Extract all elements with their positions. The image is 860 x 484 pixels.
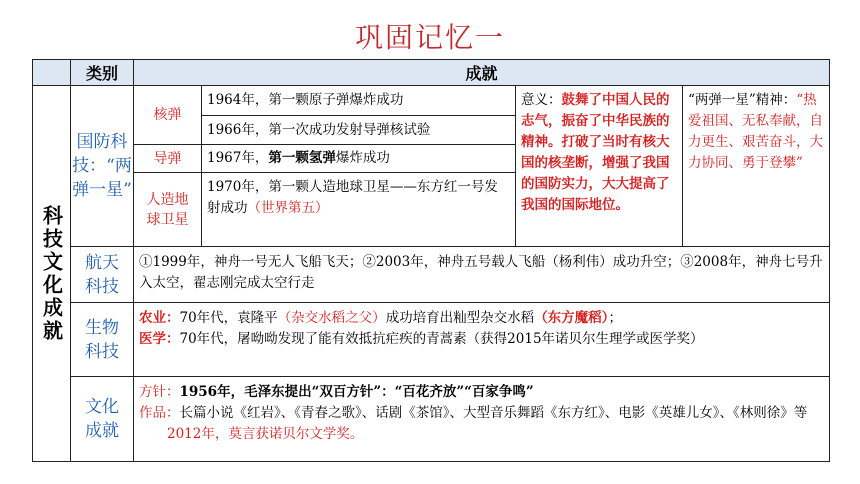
header-achievement: 成就	[133, 59, 830, 86]
satellite-row: 1970年，第一颗人造地球卫星——东方红一号发射成功（世界第五）	[201, 172, 516, 247]
header-category: 类别	[70, 59, 134, 86]
nuclear-row-2: 1966年，第一次成功发射导弹核试验	[201, 115, 516, 145]
policy-line: 方针：1956年，毛泽东提出“双百方针”：“百花齐放”“百家争鸣”	[139, 384, 534, 400]
spirit-cell: “两弹一星”精神：“热爱祖国、无私奉献，自力更生、艰苦奋斗，大力协同、勇于登攀”	[682, 85, 830, 247]
bio-label: 生物科技	[70, 302, 134, 377]
space-text: ①1999年，神舟一号无人飞船飞天；②2003年，神舟五号载人飞船（杨利伟）成功升空；③2008年，神舟七号升入太空，翟志刚完成太空行走	[133, 246, 830, 303]
med-line: 医学：70年代，屠呦呦发现了能有效抵抗疟疾的青蒿素（获得2015年诺贝尔生理学或医学奖）	[139, 331, 704, 347]
significance-cell: 意义：鼓舞了中国人民的志气，振奋了中华民族的精神。打破了当时有核大国的核垄断，增强了我国的国防实力，大大提高了我国的国际地位。	[515, 85, 683, 247]
defense-label: 国防科技：“两弹一星”	[70, 85, 134, 247]
works-line: 作品：长篇小说《红岩》、《青春之歌》、话剧《茶馆》、大型音乐舞蹈《东方红》、电影《英雄儿女》、《林则徐》等 2012年，莫言获诺贝尔文学奖。	[139, 405, 808, 442]
side-label: 科技文化成就	[32, 85, 71, 462]
space-label: 航天科技	[70, 246, 134, 303]
culture-text	[133, 376, 830, 462]
nuclear-row-1: 1964年，第一颗原子弹爆炸成功	[201, 85, 516, 116]
page-title: 巩固记忆一	[354, 21, 505, 54]
nuclear-label: 核弹	[133, 85, 202, 145]
agri-line: 农业：70年代，袁隆平（杂交水稻之父）成功培育出籼型杂交水稻（东方魔稻）；	[139, 310, 622, 326]
missile-row: 1967年，第一颗氢弹爆炸成功	[201, 144, 516, 173]
header-blank	[32, 59, 71, 86]
missile-label: 导弹	[133, 144, 202, 173]
culture-label: 文化成就	[70, 376, 134, 462]
bio-text	[133, 302, 830, 377]
satellite-label: 人造地球卫星	[133, 172, 202, 247]
